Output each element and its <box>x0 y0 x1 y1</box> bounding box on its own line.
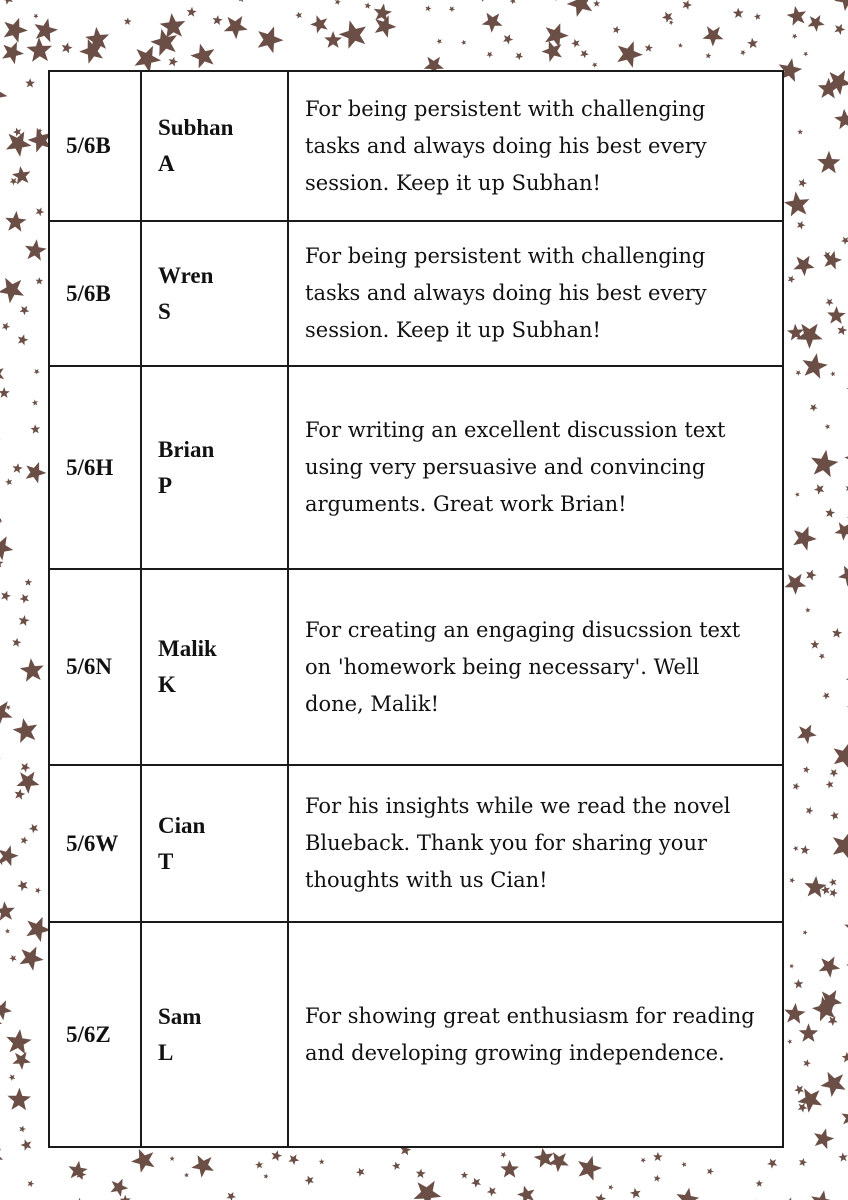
star-icon <box>6 1029 31 1054</box>
star-icon <box>788 275 796 283</box>
star-icon <box>33 14 38 19</box>
star-icon <box>339 20 366 48</box>
award-reason-cell: For his insights while we read the novel Blueback. Thank you for sharing your thoughts with us Cian! <box>288 765 783 922</box>
star-icon <box>9 955 16 962</box>
star-icon <box>803 766 810 773</box>
star-icon <box>374 4 392 22</box>
star-icon <box>653 1152 663 1161</box>
star-icon <box>18 334 29 345</box>
star-icon <box>838 566 848 587</box>
star-icon <box>825 508 835 518</box>
star-icon <box>838 1153 847 1162</box>
star-icon <box>819 653 825 659</box>
star-icon <box>28 1180 35 1187</box>
star-icon <box>5 928 10 933</box>
star-icon <box>834 522 848 540</box>
star-icon <box>827 306 846 324</box>
star-icon <box>817 151 840 173</box>
star-icon <box>0 845 19 866</box>
star-icon <box>35 277 43 284</box>
star-icon <box>825 424 830 430</box>
star-icon <box>7 1088 31 1111</box>
star-icon <box>6 131 32 157</box>
star-icon <box>826 781 834 789</box>
star-icon <box>392 1162 400 1171</box>
star-icon <box>819 957 840 978</box>
star-icon <box>834 0 848 11</box>
star-icon <box>13 128 21 137</box>
star-icon <box>842 1109 848 1127</box>
star-icon <box>842 1052 848 1063</box>
class-cell: 5/6W <box>49 765 141 922</box>
award-reason-cell: For being persistent with challenging tasks and always doing his best every session. Keep it up Subhan! <box>288 71 783 221</box>
star-icon <box>135 46 162 73</box>
star-icon <box>830 811 839 820</box>
star-icon <box>150 29 177 56</box>
star-icon <box>796 324 822 349</box>
star-icon <box>0 278 24 304</box>
star-icon <box>271 1150 282 1161</box>
star-icon <box>20 947 44 971</box>
star-icon <box>797 129 803 135</box>
star-icon <box>828 1016 838 1026</box>
star-icon <box>784 574 806 595</box>
star-icon <box>571 39 580 48</box>
star-icon <box>0 423 1 444</box>
star-icon <box>2 322 10 330</box>
student-initial: T <box>158 848 174 874</box>
star-icon <box>678 43 683 48</box>
star-icon <box>580 50 589 59</box>
star-icon <box>811 450 838 477</box>
star-icon <box>0 1000 12 1020</box>
star-icon <box>213 15 223 25</box>
student-initial: A <box>158 151 175 176</box>
star-icon <box>131 1149 154 1173</box>
star-icon <box>2 0 13 5</box>
star-icon <box>793 783 800 791</box>
star-icon <box>830 371 835 376</box>
star-icon <box>592 62 598 68</box>
star-icon <box>169 57 179 67</box>
star-icon <box>794 1085 804 1095</box>
star-icon <box>19 615 30 626</box>
star-icon <box>834 24 845 35</box>
star-icon <box>790 878 796 884</box>
star-icon <box>754 13 761 20</box>
star-icon <box>681 1162 686 1168</box>
star-icon <box>120 1195 131 1200</box>
star-icon <box>356 1168 365 1177</box>
star-icon <box>487 1187 497 1197</box>
star-icon <box>803 1059 811 1067</box>
star-icon <box>669 20 674 25</box>
star-icon <box>822 692 830 700</box>
star-icon <box>111 1179 129 1197</box>
star-icon <box>0 536 13 560</box>
star-icon <box>0 81 8 108</box>
star-icon <box>578 1156 602 1181</box>
star-icon <box>803 930 808 935</box>
star-icon <box>806 570 817 581</box>
star-icon <box>12 638 21 647</box>
star-icon <box>803 52 808 57</box>
star-icon <box>21 1139 32 1150</box>
star-icon <box>767 1159 777 1169</box>
student-initial: P <box>158 472 173 498</box>
star-icon <box>795 492 800 497</box>
star-icon <box>733 8 744 18</box>
star-icon <box>0 901 15 921</box>
star-icon <box>810 640 819 649</box>
star-icon <box>545 23 569 47</box>
star-icon <box>834 743 848 769</box>
star-icon <box>0 365 4 383</box>
star-icon <box>12 1052 31 1070</box>
star-icon <box>13 718 38 743</box>
award-row <box>49 569 783 765</box>
student-name-cell <box>141 922 288 1147</box>
star-icon <box>825 299 833 307</box>
star-icon <box>29 824 38 834</box>
star-icon <box>475 0 501 2</box>
student-first-name: Wren <box>158 262 214 288</box>
star-icon <box>844 917 848 940</box>
star-icon <box>608 1185 613 1191</box>
star-icon <box>191 1155 214 1178</box>
star-icon <box>184 1173 189 1178</box>
star-icon <box>803 353 828 379</box>
star-icon <box>21 836 29 844</box>
star-icon <box>799 1023 819 1042</box>
student-initial: K <box>158 672 176 697</box>
star-icon <box>2 42 24 64</box>
star-icon <box>305 1176 314 1186</box>
student-first-name: Malik <box>158 636 217 661</box>
star-icon <box>35 887 41 893</box>
star-icon <box>295 12 302 19</box>
star-icon <box>6 705 11 710</box>
star-icon <box>0 701 13 727</box>
award-reason-cell: For writing an excellent discussion text using very persuasive and convincing arguments. Great work Brian! <box>288 366 783 569</box>
star-icon <box>510 0 516 4</box>
star-icon <box>645 44 653 52</box>
award-row <box>49 765 783 922</box>
star-icon <box>503 34 513 44</box>
star-icon <box>500 1160 519 1178</box>
award-reason-cell: For creating an engaging disucssion text on 'homework being necessary'. Well done, Malik! <box>288 569 783 765</box>
star-icon <box>5 478 12 485</box>
star-icon <box>30 424 40 434</box>
star-icon <box>593 0 600 7</box>
star-icon <box>747 38 758 49</box>
star-icon <box>617 41 643 68</box>
star-icon <box>335 0 341 5</box>
star-icon <box>676 1188 699 1200</box>
star-icon <box>792 34 798 40</box>
star-icon <box>62 42 73 53</box>
star-icon <box>365 2 372 9</box>
star-icon <box>793 256 814 277</box>
award-row <box>49 221 783 366</box>
star-icon <box>288 1154 299 1165</box>
class-cell: 5/6Z <box>49 922 141 1147</box>
star-icon <box>25 78 35 87</box>
star-icon <box>15 789 26 800</box>
star-icon <box>814 1128 834 1149</box>
star-icon <box>26 462 47 484</box>
star-icon <box>795 370 801 376</box>
star-icon <box>25 578 33 585</box>
star-icon <box>829 878 837 886</box>
star-icon <box>793 526 817 550</box>
student-first-name: Cian <box>158 812 206 838</box>
star-icon <box>32 399 38 405</box>
award-row <box>49 71 783 221</box>
star-icon <box>832 628 842 638</box>
star-icon <box>740 50 746 56</box>
star-icon <box>20 594 30 604</box>
star-icon <box>641 1158 646 1163</box>
star-icon <box>814 484 825 495</box>
star-icon <box>707 1168 714 1175</box>
star-icon <box>20 763 30 773</box>
star-icon <box>20 306 30 315</box>
star-icon <box>1 591 11 601</box>
star-icon <box>416 1169 426 1179</box>
class-cell: 5/6N <box>49 569 141 765</box>
star-icon <box>436 39 442 45</box>
student-name-cell <box>141 366 288 569</box>
star-icon <box>227 1192 236 1200</box>
star-icon <box>830 769 839 777</box>
star-icon <box>820 1072 845 1097</box>
star-icon <box>13 463 23 473</box>
star-icon <box>34 369 40 375</box>
star-icon <box>613 26 621 34</box>
star-icon <box>25 239 47 260</box>
star-icon <box>833 832 848 860</box>
student-first-name: Brian <box>158 436 215 462</box>
star-icon <box>449 6 455 12</box>
star-icon <box>534 1148 554 1168</box>
star-icon <box>630 1188 641 1199</box>
star-icon <box>517 1186 535 1200</box>
star-icon <box>0 558 4 567</box>
star-icon <box>36 207 45 216</box>
star-icon <box>124 17 132 25</box>
star-icon <box>595 1193 606 1200</box>
star-icon <box>17 880 28 891</box>
star-icon <box>567 0 593 17</box>
student-first-name: Subhan <box>158 115 234 140</box>
star-icon <box>798 1103 808 1113</box>
star-icon <box>461 40 466 45</box>
star-icon <box>0 754 1 763</box>
class-cell: 5/6H <box>49 366 141 569</box>
star-icon <box>9 1074 16 1081</box>
star-icon <box>799 1158 807 1167</box>
star-icon <box>654 1175 661 1182</box>
student-first-name: Sam <box>158 1003 202 1029</box>
star-icon <box>703 26 724 46</box>
star-icon <box>27 37 53 62</box>
star-icon <box>10 178 18 186</box>
star-icon <box>258 26 284 53</box>
star-icon <box>806 807 814 815</box>
star-icon <box>324 31 342 48</box>
student-name-cell <box>141 569 288 765</box>
star-icon <box>834 109 848 129</box>
award-row <box>49 366 783 569</box>
star-icon <box>19 1126 26 1133</box>
star-icon <box>0 1147 3 1165</box>
student-name-cell <box>141 221 288 366</box>
star-icon <box>683 0 693 10</box>
star-icon <box>471 1178 481 1188</box>
star-icon <box>784 1003 805 1024</box>
star-icon <box>805 876 827 898</box>
star-icon <box>190 44 214 69</box>
student-name-cell <box>141 71 288 221</box>
star-icon <box>264 1174 269 1179</box>
star-icon <box>811 1190 834 1200</box>
student-name-cell <box>141 765 288 922</box>
star-icon <box>797 725 817 745</box>
class-cell: 5/6B <box>49 221 141 366</box>
star-icon <box>790 964 795 969</box>
student-initial: S <box>158 298 171 324</box>
star-icon <box>238 0 245 2</box>
star-icon <box>20 658 44 682</box>
star-icon <box>170 1156 175 1161</box>
star-icon <box>425 5 431 11</box>
star-icon <box>0 387 10 398</box>
star-icon <box>414 1181 442 1200</box>
star-icon <box>808 15 825 32</box>
star-icon <box>487 52 494 58</box>
star-icon <box>794 979 804 989</box>
star-icon <box>797 221 806 230</box>
class-cell: 5/6B <box>49 71 141 221</box>
star-icon <box>787 1039 792 1044</box>
star-icon <box>787 6 807 26</box>
star-icon <box>4 18 28 43</box>
star-icon <box>0 518 3 524</box>
award-reason-cell: For being persistent with challenging tasks and always doing his best every session. Keep it up Subhan! <box>288 221 783 366</box>
star-icon <box>800 845 810 854</box>
star-icon <box>830 889 838 898</box>
student-initial: L <box>158 1039 174 1065</box>
awards-table <box>48 70 784 1148</box>
star-icon <box>500 1152 507 1158</box>
star-icon <box>841 237 848 245</box>
star-icon <box>319 1159 325 1165</box>
star-icon <box>756 1180 763 1187</box>
star-icon <box>837 325 847 335</box>
star-icon <box>793 846 798 852</box>
star-icon <box>799 179 808 188</box>
star-icon <box>553 0 558 1</box>
star-icon <box>310 15 327 33</box>
star-icon <box>461 1171 469 1178</box>
star-icon <box>810 404 818 412</box>
star-icon <box>187 7 197 17</box>
star-icon <box>35 18 59 42</box>
award-row <box>49 922 783 1147</box>
star-icon <box>515 52 523 60</box>
award-reason-cell: For showing great enthusiasm for reading and developing growing independence. <box>288 922 783 1147</box>
star-icon <box>805 607 811 612</box>
star-icon <box>224 16 248 39</box>
star-icon <box>255 1161 263 1169</box>
star-icon <box>482 13 503 33</box>
star-icon <box>706 53 712 59</box>
star-icon <box>844 447 848 470</box>
star-icon <box>5 211 26 232</box>
star-icon <box>784 191 809 216</box>
